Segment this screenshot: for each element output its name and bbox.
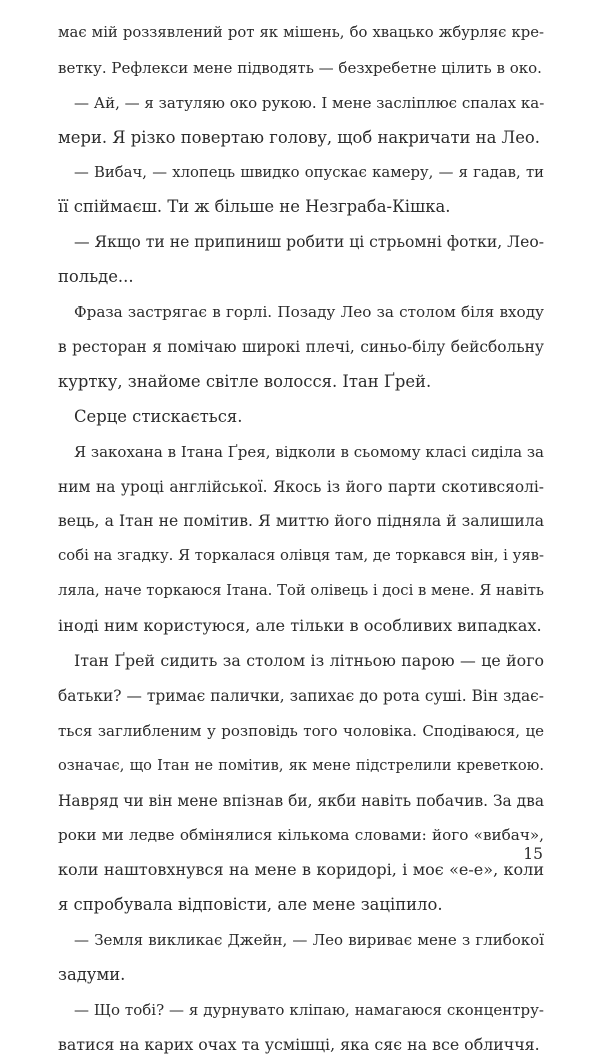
text-line: вець, а Ітан не помітив. Я миттю його підняла й залишила [58, 512, 544, 531]
text-line: — Ай, — я затуляю око рукою. І мене засліплює спалах ка- [74, 93, 545, 112]
text-line: її спіймаєш. Ти ж більше не Незграба-Кішка. [58, 197, 451, 217]
text-line: батьки? — тримає палички, запихає до рота суші. Він здає- [58, 686, 544, 705]
text-line: ляла, наче торкаюся Ітана. Той олівець і досі в мене. Я навіть [58, 582, 544, 600]
text-line: іноді ним користуюся, але тільки в особливих випадках. [58, 616, 542, 636]
text-line: Навряд чи він мене впізнав би, якби навіть побачив. За два [58, 791, 544, 810]
text-line: польде... [58, 267, 134, 287]
page-number: 15 [523, 845, 543, 863]
text-line: — Земля викликає Джейн, — Лео вириває мене з глибокої [74, 931, 544, 950]
text-line: має мій роззявлений рот як мішень, бо хвацько жбурляє кре- [58, 24, 544, 41]
text-line: роки ми ледве обмінялися кількома словами: його «вибач», [58, 826, 544, 845]
text-line: Фраза застрягає в горлі. Позаду Лео за столом біля входу [74, 303, 544, 322]
text-line: мери. Я різко повертаю голову, щоб накричати на Лео. [58, 127, 541, 147]
text-line: я спробувала відповісти, але мене заціпило. [58, 895, 443, 915]
text-line: — Вибач, — хлопець швидко опускає камеру, — я гадав, ти [74, 163, 544, 181]
body-text [58, 16, 544, 1063]
text-line: в ресторан я помічаю широкі плечі, синьо-білу бейсбольну [58, 338, 544, 357]
text-line: коли наштовхнувся на мене в коридорі, і моє «е-е», коли [58, 860, 544, 880]
text-line: ватися на карих очах та усмішці, яка сяє на все обличчя. [58, 1034, 540, 1054]
text-line: ним на уроці англійської. Якось із його парти скотивсяолі- [58, 477, 544, 496]
text-line: означає, що Ітан не помітив, як мене підстрелили креветкою. [58, 756, 544, 774]
text-line: — Що тобі? — я дурнувато кліпаю, намагаюся сконцентру- [74, 1000, 544, 1019]
text-line: Я закохана в Ітана Ґрея, відколи в сьомому класі сиділа за [74, 442, 544, 461]
text-line: собі на згадку. Я торкалася олівця там, де торкався він, і уяв- [58, 547, 544, 565]
text-line: задуми. [58, 965, 126, 985]
text-line: — Якщо ти не припиниш робити ці стрьомні фотки, Лео- [74, 233, 545, 252]
text-line: ветку. Рефлекси мене підводять — безхребетне цілить в око. [58, 58, 542, 77]
text-line: Ітан Ґрей сидить за столом із літньою парою — це його [74, 651, 544, 671]
text-line: ться заглибленим у розповідь того чоловіка. Сподіваюся, це [58, 721, 544, 740]
text-line: Серце стискається. [74, 406, 243, 426]
text-line: куртку, знайоме світле волосся. Ітан Ґрей. [58, 371, 432, 391]
